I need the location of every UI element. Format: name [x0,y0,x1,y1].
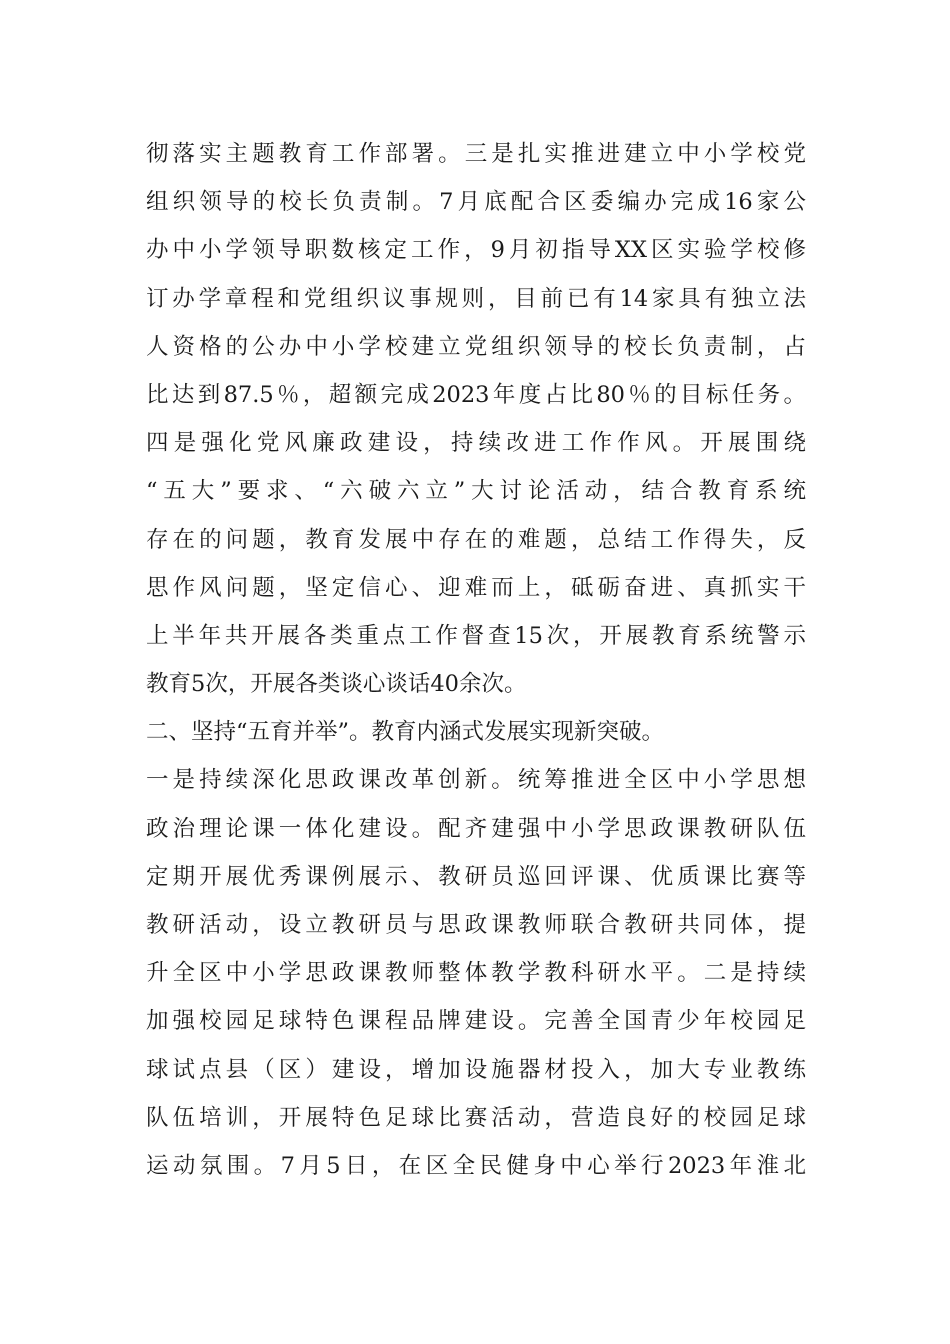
text-line: 比达到87.5％，超额完成2023年度占比80％的目标任务。 [146,381,806,408]
text-line: 四是强化党风廉政建设，持续改进工作作风。开展围绕 [146,430,806,457]
text-line: “五大”要求、“六破六立”大讨论活动，结合教育系统 [146,478,806,505]
section-heading: 二、坚持“五育并举”。教育内涵式发展实现新突破。 [146,719,665,746]
text-line: 订办学章程和党组织议事规则，目前已有14家具有独立法 [146,285,806,312]
text-line: 办中小学领导职数核定工作，9月初指导XX区实验学校修 [146,237,806,264]
text-line: 球试点县（区）建设，增加设施器材投入，加大专业教练 [146,1056,806,1083]
text-line: 队伍培训，开展特色足球比赛活动，营造良好的校园足球 [146,1104,806,1131]
text-line: 组织领导的校长负责制。7月底配合区委编办完成16家公 [146,189,806,216]
text-line: 思作风问题，坚定信心、迎难而上，砥砺奋进、真抓实干 [146,574,806,601]
text-line: 人资格的公办中小学校建立党组织领导的校长负责制，占 [146,333,806,360]
text-line: 上半年共开展各类重点工作督查15次，开展教育系统警示 [146,622,806,649]
document-body [146,130,806,1190]
text-line: 存在的问题，教育发展中存在的难题，总结工作得失，反 [146,526,806,553]
text-line: 教研活动，设立教研员与思政课教师联合教研共同体，提 [146,912,806,938]
text-line: 彻落实主题教育工作部署。三是扎实推进建立中小学校党 [146,141,806,167]
text-line: 政治理论课一体化建设。配齐建强中小学思政课教研队伍 [146,815,806,842]
text-line: 教育5次，开展各类谈心谈话40余次。 [146,671,527,698]
text-line: 加强校园足球特色课程品牌建设。完善全国青少年校园足 [146,1008,806,1035]
text-line: 运动氛围。7月5日，在区全民健身中心举行2023年淮北 [146,1152,806,1179]
text-line: 定期开展优秀课例展示、教研员巡回评课、优质课比赛等 [146,863,806,890]
text-line: 升全区中小学思政课教师整体教学教科研水平。二是持续 [146,960,806,987]
text-line: 一是持续深化思政课改革创新。统筹推进全区中小学思想 [146,767,806,794]
